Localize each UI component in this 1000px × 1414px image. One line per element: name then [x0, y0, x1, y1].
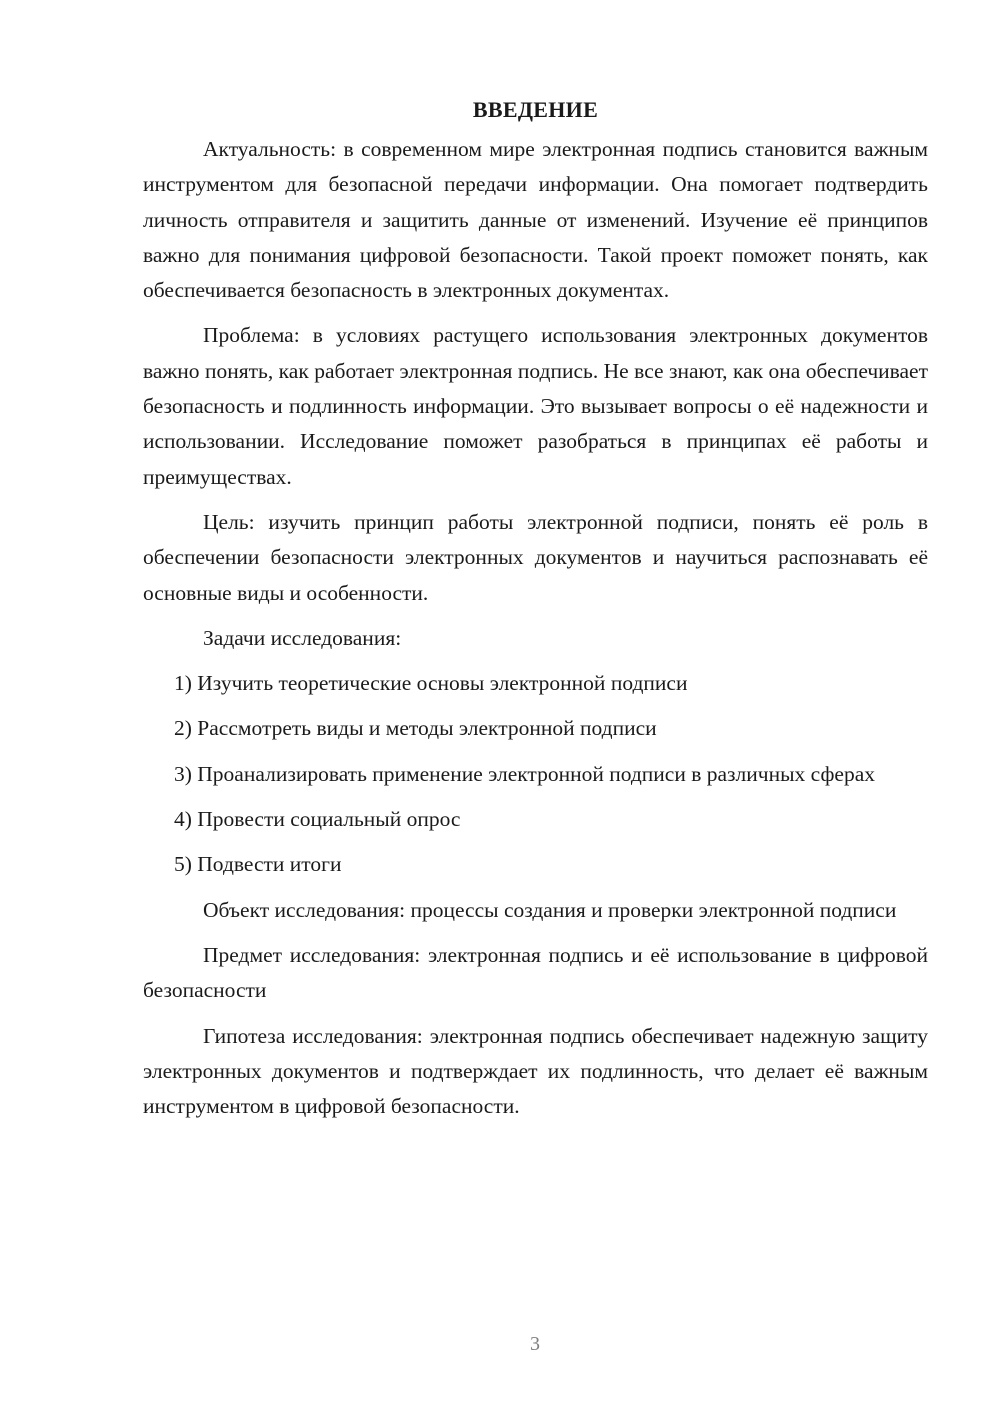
subject-paragraph: Предмет исследования: электронная подпись и её использование в цифровой безопасности — [143, 942, 928, 1003]
page-number: 3 — [530, 1333, 540, 1355]
task-item-5: 5) Подвести итоги — [174, 852, 342, 877]
task-item-2: 2) Рассмотреть виды и методы электронной подписи — [174, 716, 657, 741]
document-page — [143, 92, 928, 1134]
hypothesis-paragraph: Гипотеза исследования: электронная подпись обеспечивает надежную защиту электронных документов и подтверждает их подлинность, что делает её важным инструментом в цифровой безопасности. — [143, 1023, 928, 1119]
goal-paragraph: Цель: изучить принцип работы электронной подписи, понять её роль в обеспечении безопасности электронных документов и научиться распознавать её основные виды и особенности. — [143, 509, 928, 605]
section-title: ВВЕДЕНИЕ — [472, 97, 599, 122]
problem-paragraph: Проблема: в условиях растущего использования электронных документов важно понять, как работает электронная подпись. Не все знают, как она обеспечивает безопасность и подлинность информации. Это вызывает вопросы о её надежности и использовании. Исследование поможет разобраться в принципах её работы и преимуществах. — [143, 323, 928, 489]
task-item-1: 1) Изучить теоретические основы электронной подписи — [174, 671, 688, 696]
tasks-heading: Задачи исследования: — [203, 625, 402, 650]
task-item-4: 4) Провести социальный опрос — [174, 807, 461, 832]
task-item-3: 3) Проанализировать применение электронной подписи в различных сферах — [174, 761, 875, 786]
relevance-paragraph: Актуальность: в современном мире электронная подпись становится важным инструментом для безопасной передачи информации. Она помогает подтвердить личность отправителя и защитить данные от изменений. Изучение её принципов важно для понимания цифровой безопасности. Такой проект поможет понять, как обеспечивается безопасность в электронных документах. — [143, 137, 928, 303]
object-paragraph: Объект исследования: процессы создания и проверки электронной подписи — [203, 897, 897, 922]
